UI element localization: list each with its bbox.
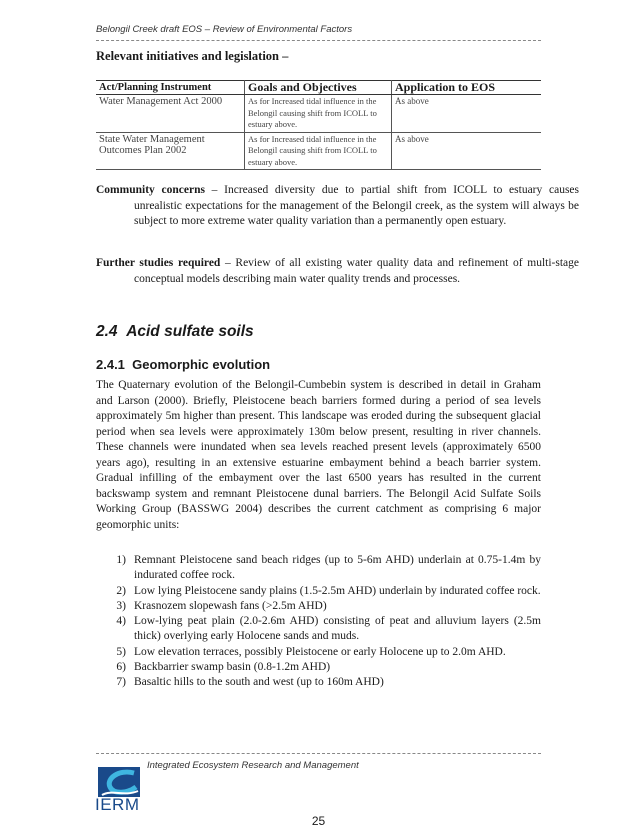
list-item-text: Low elevation terraces, possibly Pleistocene or early Holocene up to 2.0m AHD. — [134, 645, 506, 658]
list-item — [96, 614, 541, 645]
list-item-number: 1) — [116, 554, 126, 566]
list-item — [96, 584, 541, 599]
list-item-number: 2) — [116, 584, 126, 597]
list-item-number: 3) — [116, 599, 126, 612]
section-heading — [96, 323, 254, 341]
table-cell-instrument: Water Management Act 2000 — [96, 95, 245, 133]
list-item — [96, 599, 541, 614]
footer-divider — [96, 753, 541, 754]
list-item-number: 6) — [116, 661, 126, 674]
table-cell-application: As above — [392, 95, 542, 133]
table-cell-goals: As for Increased tidal influence in the Belongil causing shift from ICOLL to estuary above. — [245, 95, 392, 133]
list-item — [96, 553, 541, 584]
community-text: – Increased diversity due to partial shift from ICOLL to estuary causes unrealistic expectations for the management of the Belongil creek, as the system will always be subject to more extreme water quality variation than a permanently open estuary. — [134, 184, 579, 227]
table-row — [96, 132, 541, 170]
section-title: Acid sulfate soils — [126, 323, 254, 340]
community-concerns-paragraph — [96, 183, 579, 230]
list-item-text: Backbarrier swamp basin (0.8-1.2m AHD) — [134, 661, 331, 674]
running-header: Belongil Creek draft EOS – Review of Environmental Factors — [96, 24, 353, 35]
list-item-text: Remnant Pleistocene sand beach ridges (up to 5-6m AHD) underlain at 0.75-1.4m by indurated coffee rock. — [134, 554, 541, 582]
community-label: Community concerns — [96, 184, 205, 196]
list-item-text: Krasnozem slopewash fans (>2.5m AHD) — [134, 599, 327, 612]
logo-text: IERM — [95, 795, 140, 814]
further-studies-paragraph — [96, 256, 579, 287]
table-header-application: Application to EOS — [392, 81, 542, 95]
geomorphic-units-list — [96, 553, 541, 691]
further-text: – Review of all existing water quality data and refinement of multi-stage conceptual models describing main water quality trends and processes. — [134, 257, 579, 285]
ierm-logo-icon — [96, 765, 142, 799]
table-header-instrument: Act/Planning Instrument — [96, 81, 245, 95]
further-label: Further studies required — [96, 257, 221, 269]
table-row — [96, 95, 541, 133]
subsection-title: Geomorphic evolution — [132, 357, 271, 372]
list-item-text: Basaltic hills to the south and west (up to 160m AHD) — [134, 676, 384, 689]
page-number: 25 — [311, 814, 326, 828]
list-item-text: Low lying Pleistocene sandy plains (1.5-2.5m AHD) underlain by indurated coffee rock. — [134, 584, 541, 597]
section-number: 2.4 — [96, 323, 118, 340]
list-item — [96, 660, 541, 675]
table-cell-goals: As for Increased tidal influence in the Belongil causing shift from ICOLL to estuary above. — [245, 132, 392, 170]
list-item-text: Low-lying peat plain (2.0-2.6m AHD) consisting of peat and alluvium layers (2.5m thick) overlying early Holocene sands and muds. — [134, 615, 541, 643]
list-item-number: 7) — [116, 676, 126, 689]
subsection-number: 2.4.1 — [96, 357, 125, 372]
table-header-goals: Goals and Objectives — [245, 81, 392, 95]
list-item-number: 4) — [116, 615, 126, 628]
footer-org-name: Integrated Ecosystem Research and Management — [147, 760, 359, 771]
legislation-table — [96, 80, 541, 170]
subsection-heading — [96, 357, 270, 372]
list-item-number: 5) — [116, 645, 126, 658]
table-cell-application: As above — [392, 132, 542, 170]
body-paragraph: The Quaternary evolution of the Belongil-Cumbebin system is described in detail in Graham and Larson (2000). Briefly, Pleistocene beach barriers formed during a period of sea levels approximately 5m higher than present. This landscape was eroded during the subsequent glacial period when sea levels were approximately 130m below present, resulting in river channels. These channels were inundated when sea levels reached present levels (approximately 6500 years ago), resulting in an extensive estuarine embayment behind a beach barrier system. Gradual infilling of the embayment over the last 6500 years has resulted in the current backswamp system and remnant Pleistocene dunal barriers. The Belongil Acid Sulfate Soils Working Group (BASSWG 2004) describes the current catchment as comprising 6 major geomorphic units: — [96, 379, 541, 531]
table-cell-instrument: State Water Management Outcomes Plan 2002 — [96, 132, 245, 170]
list-item — [96, 675, 541, 690]
relevant-heading: Relevant initiatives and legislation – — [96, 49, 289, 63]
header-divider — [96, 40, 541, 41]
list-item — [96, 645, 541, 660]
